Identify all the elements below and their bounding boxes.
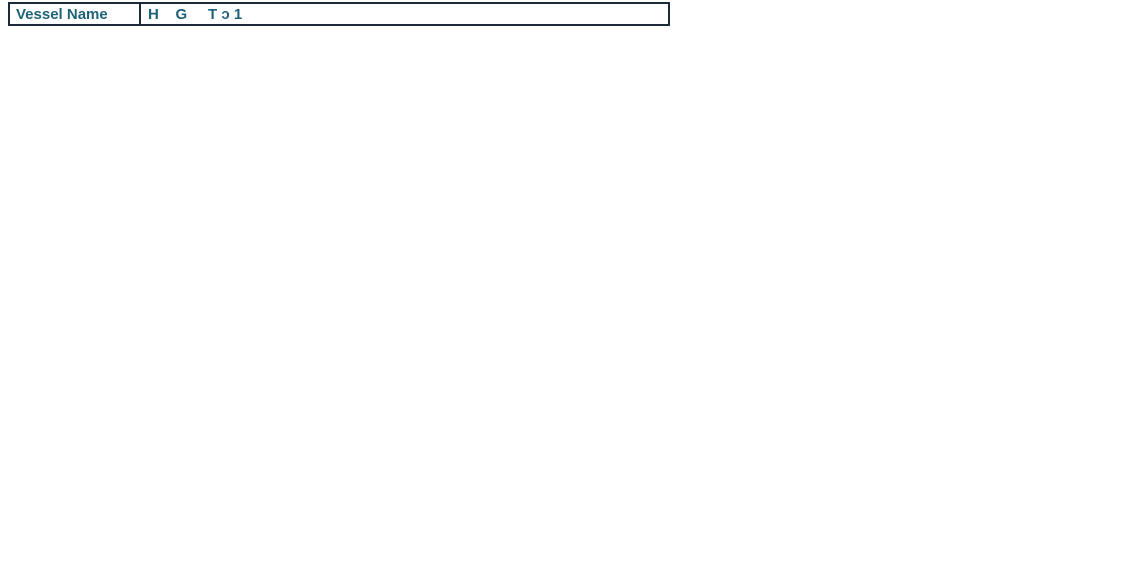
vessel-name-field[interactable]: H G T ɔ 1: [148, 5, 243, 23]
vessel-name-header: [8, 2, 670, 26]
vessel-name-label: Vessel Name: [10, 4, 141, 24]
